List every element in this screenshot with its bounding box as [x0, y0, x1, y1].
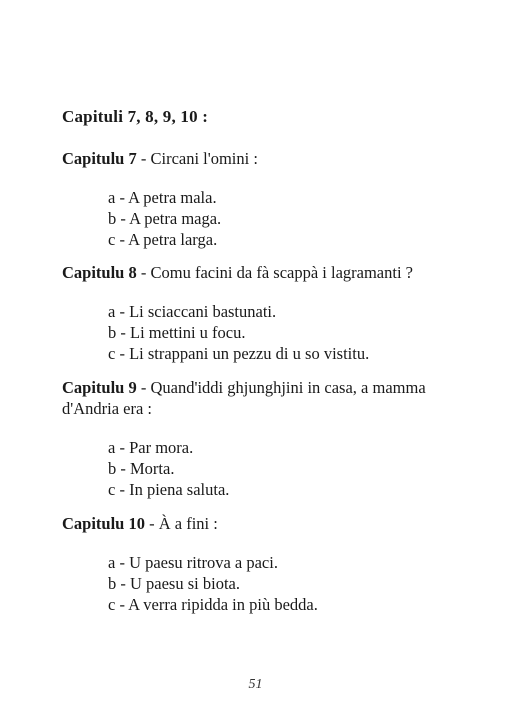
question-chapter-7	[62, 148, 462, 169]
question-text: - À a fini :	[144, 514, 218, 533]
answer-option-a: a - U paesu ritrova a paci.	[108, 553, 278, 572]
chapter-label: Capitulu 7	[62, 149, 137, 168]
answer-option-b: b - Morta.	[108, 459, 175, 478]
question-text: - Quand'iddi ghjunghjini in casa, a mamma d'Andria era :	[62, 378, 426, 418]
question-chapter-8	[62, 262, 462, 283]
answers-chapter-9	[108, 437, 229, 500]
chapter-label: Capitulu 9	[62, 378, 137, 397]
answer-option-c: c - Li strappani un pezzu di u so vistitu.	[108, 344, 370, 363]
section-heading: Capituli 7, 8, 9, 10 :	[62, 107, 209, 126]
answers-chapter-8	[108, 301, 369, 364]
question-text: - Circani l'omini :	[136, 149, 258, 168]
question-chapter-10	[62, 513, 462, 534]
answer-option-b: b - Li mettini u focu.	[108, 323, 246, 342]
answer-option-b: b - U paesu si biota.	[108, 574, 240, 593]
answer-option-a: a - Li sciaccani bastunati.	[108, 302, 277, 321]
answer-option-b: b - A petra maga.	[108, 209, 222, 228]
question-chapter-9	[62, 377, 462, 419]
chapter-label: Capitulu 8	[62, 263, 137, 282]
page-number: 51	[248, 677, 263, 692]
answer-option-c: c - A verra ripidda in più bedda.	[108, 595, 318, 614]
answers-chapter-7	[108, 187, 221, 250]
answers-chapter-10	[108, 552, 318, 615]
answer-option-a: a - A petra mala.	[108, 188, 217, 207]
answer-option-c: c - In piena saluta.	[108, 480, 230, 499]
answer-option-a: a - Par mora.	[108, 438, 194, 457]
question-text: - Comu facini da fà scappà i lagramanti ?	[136, 263, 413, 282]
chapter-label: Capitulu 10	[62, 514, 145, 533]
answer-option-c: c - A petra larga.	[108, 230, 218, 249]
